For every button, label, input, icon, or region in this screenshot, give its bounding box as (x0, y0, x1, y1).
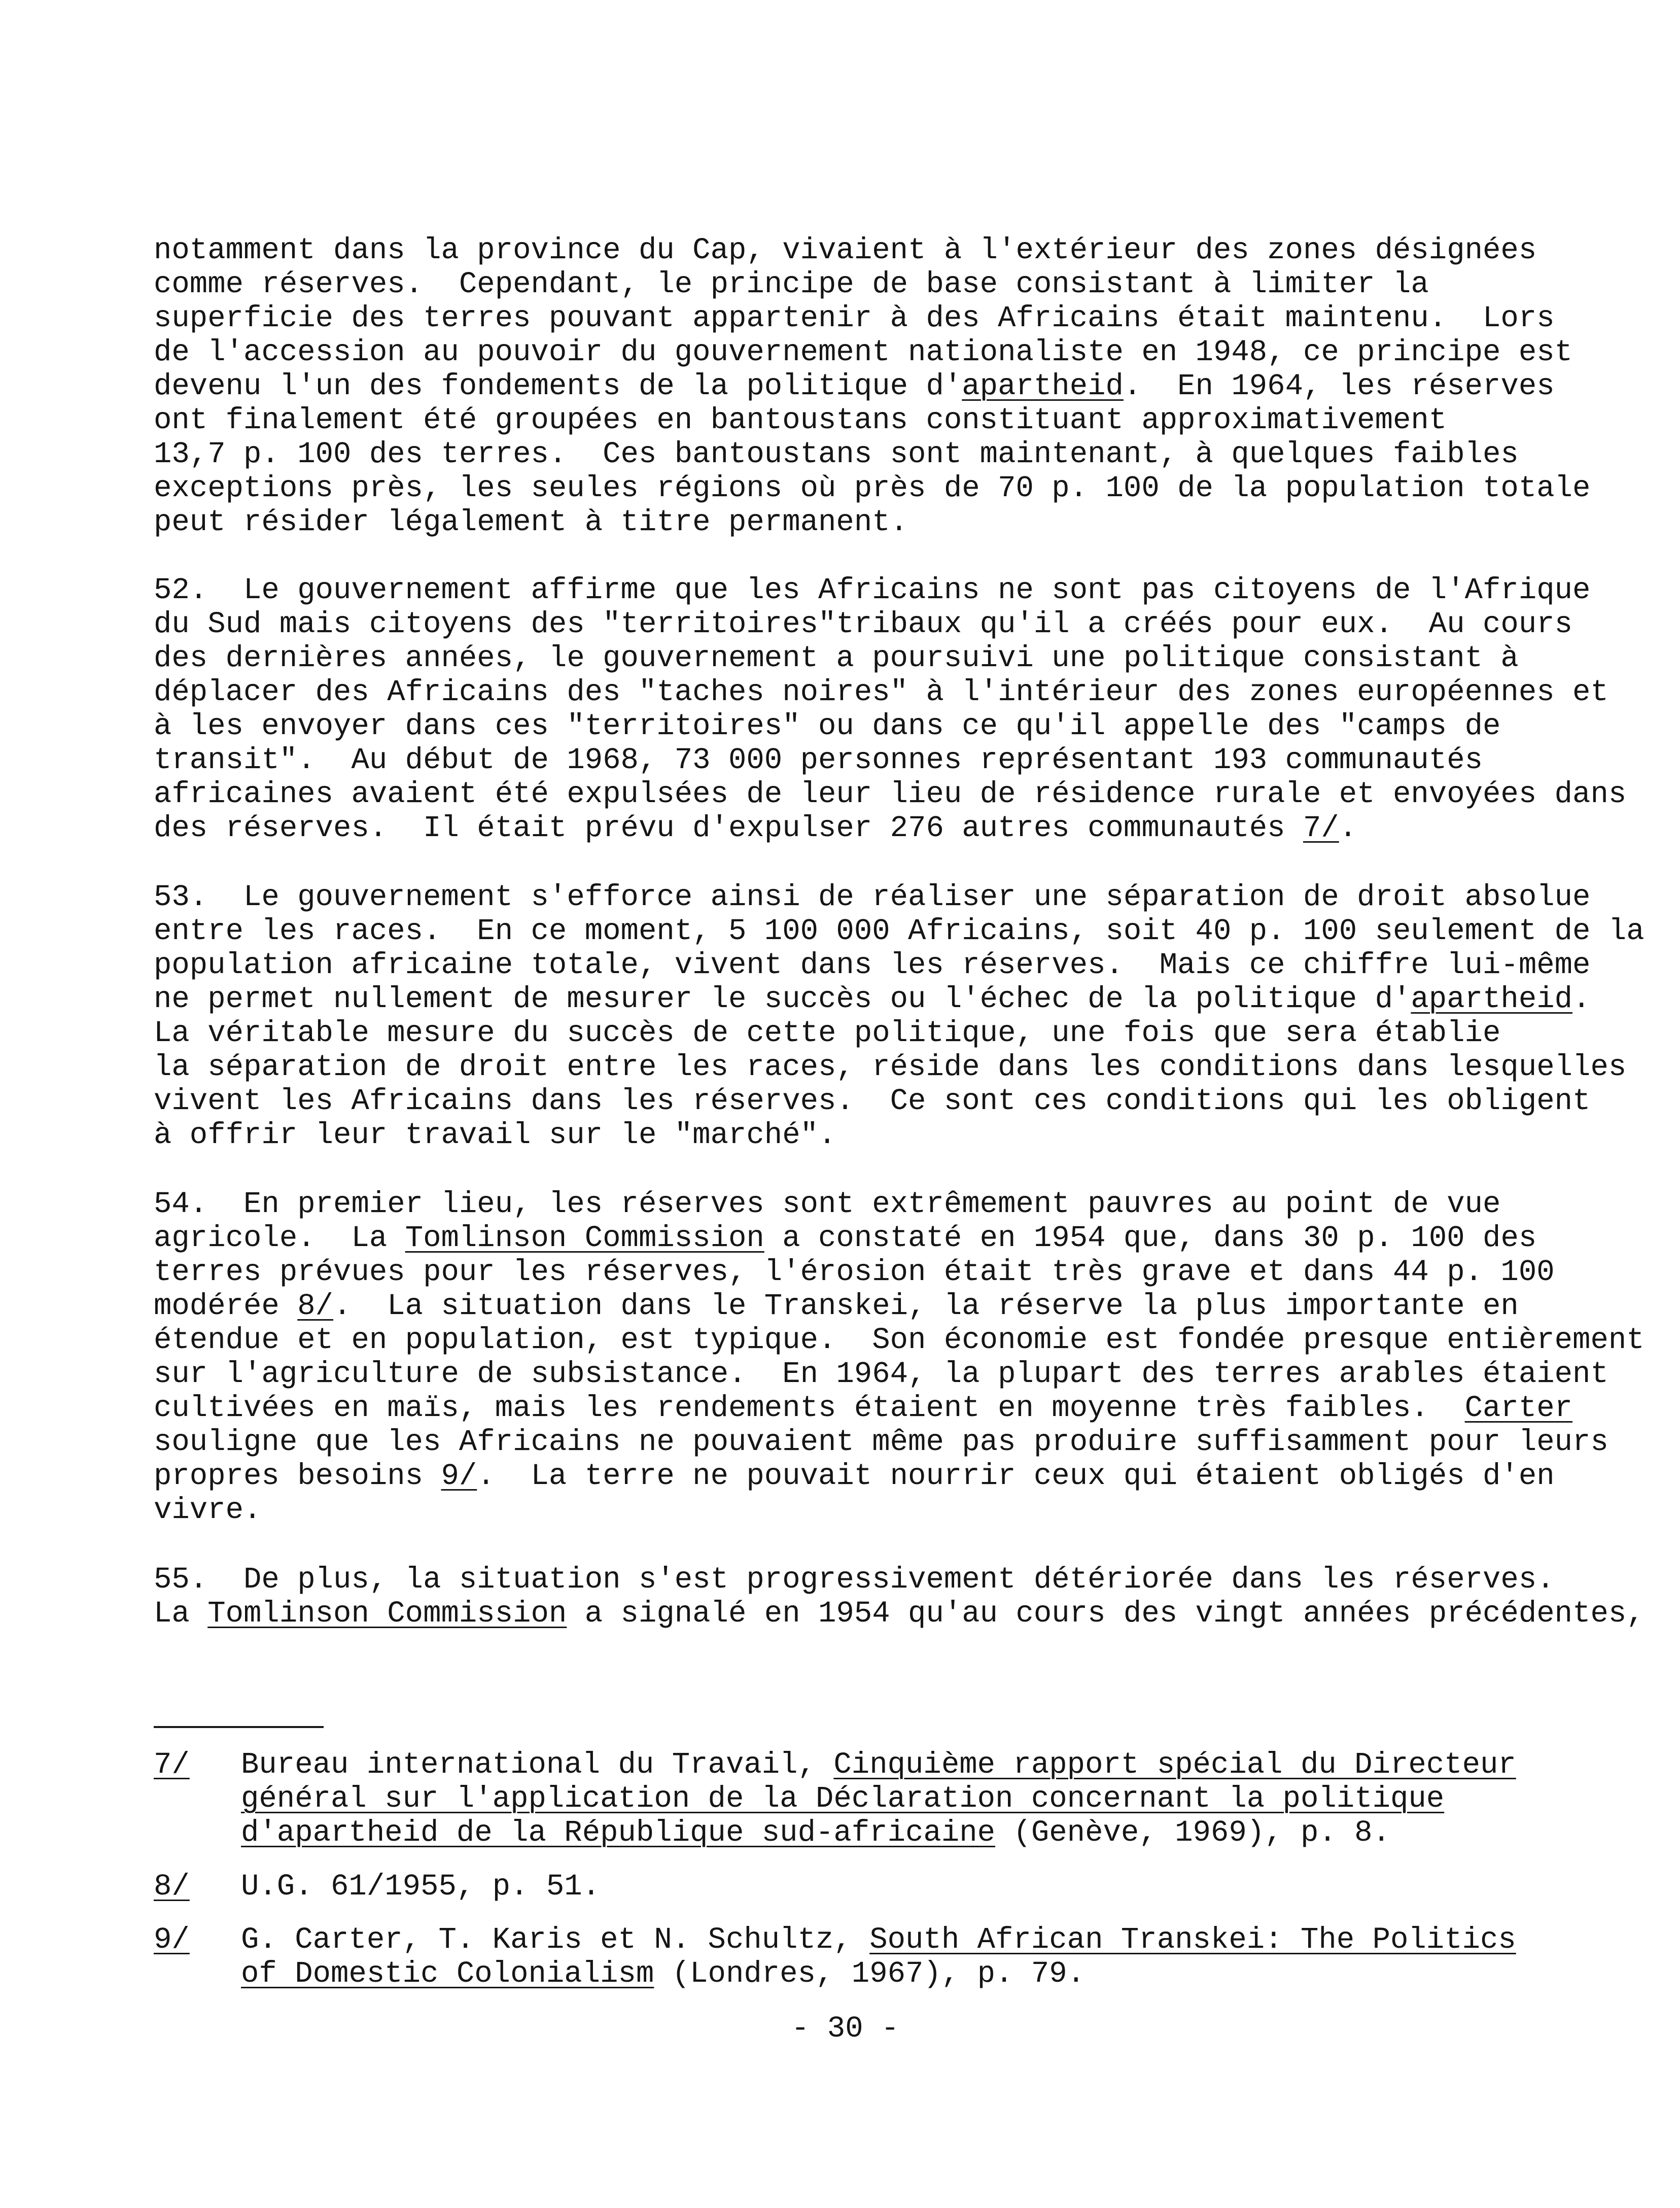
text-line: 54. En premier lieu, les réserves sont extrêmement pauvres au point de vue (154, 1187, 1501, 1221)
text-line: ont finalement été groupées en bantoustans constituant approximativement (154, 403, 1447, 437)
text-line: à offrir leur travail sur le "marché". (154, 1118, 836, 1152)
footnote-line: of Domestic Colonialism (Londres, 1967), p. 79. (241, 1957, 1086, 1991)
text-line: vivent les Africains dans les réserves. Ce sont ces conditions qui les obligent (154, 1084, 1591, 1118)
text-line: exceptions près, les seules régions où près de 70 p. 100 de la population totale (154, 471, 1591, 505)
footnote-line: Bureau international du Travail, Cinquième rapport spécial du Directeur (241, 1748, 1516, 1782)
text-line: propres besoins 9/. La terre ne pouvait nourrir ceux qui étaient obligés d'en (154, 1459, 1555, 1493)
underlined-term: Carter (1464, 1391, 1573, 1425)
cited-title: d'apartheid de la République sud-africaine (241, 1816, 996, 1850)
text-line: superficie des terres pouvant appartenir à des Africains était maintenu. Lors (154, 301, 1555, 335)
text-line: terres prévues pour les réserves, l'érosion était très grave et dans 44 p. 100 (154, 1255, 1555, 1289)
underlined-term: apartheid (962, 369, 1124, 403)
footnote-number: 7/ (154, 1748, 190, 1782)
text-line: des réserves. Il était prévu d'expulser 276 autres communautés 7/. (154, 811, 1357, 845)
footnote-number: 8/ (154, 1870, 190, 1904)
underlined-term: Tomlinson Commission (207, 1597, 567, 1631)
underlined-term: apartheid (1411, 982, 1573, 1016)
footnote-line: d'apartheid de la République sud-africaine (Genève, 1969), p. 8. (241, 1816, 1390, 1850)
footnote-line: U.G. 61/1955, p. 51. (241, 1870, 601, 1904)
page-number: - 30 - (791, 2012, 899, 2046)
text-line: notamment dans la province du Cap, vivaient à l'extérieur des zones désignées (154, 233, 1537, 267)
text-line: sur l'agriculture de subsistance. En 1964, la plupart des terres arables étaient (154, 1357, 1608, 1391)
text-line: La véritable mesure du succès de cette politique, une fois que sera établie (154, 1016, 1501, 1050)
footnote-ref-7[interactable]: 7/ (1303, 811, 1339, 845)
text-line: souligne que les Africains ne pouvaient même pas produire suffisamment pour leurs (154, 1425, 1608, 1459)
text-line: vivre. (154, 1493, 262, 1527)
text-line: de l'accession au pouvoir du gouvernement nationaliste en 1948, ce principe est (154, 335, 1573, 369)
text-line: des dernières années, le gouvernement a poursuivi une politique consistant à (154, 641, 1519, 675)
underlined-term: Tomlinson Commission (405, 1221, 764, 1255)
text-line: comme réserves. Cependant, le principe de base consistant à limiter la (154, 267, 1429, 301)
cited-title: of Domestic Colonialism (241, 1957, 654, 1991)
text-line: peut résider légalement à titre permanent. (154, 505, 908, 539)
text-line: entre les races. En ce moment, 5 100 000 Africains, soit 40 p. 100 seulement de la (154, 914, 1644, 948)
footnote-ref-9[interactable]: 9/ (441, 1459, 477, 1493)
text-line: agricole. La Tomlinson Commission a constaté en 1954 que, dans 30 p. 100 des (154, 1221, 1537, 1255)
text-line: 55. De plus, la situation s'est progressivement détériorée dans les réserves. (154, 1563, 1555, 1597)
text-line: à les envoyer dans ces "territoires" ou dans ce qu'il appelle des "camps de (154, 709, 1501, 743)
text-line: la séparation de droit entre les races, réside dans les conditions dans lesquelles (154, 1050, 1627, 1084)
text-line: ne permet nullement de mesurer le succès ou l'échec de la politique d'apartheid. (154, 982, 1591, 1016)
text-line: africaines avaient été expulsées de leur lieu de résidence rurale et envoyées dans (154, 777, 1627, 811)
text-line: population africaine totale, vivent dans les réserves. Mais ce chiffre lui-même (154, 948, 1591, 982)
text-line: transit". Au début de 1968, 73 000 personnes représentant 193 communautés (154, 743, 1483, 777)
footnote-number: 9/ (154, 1923, 190, 1957)
text-line: modérée 8/. La situation dans le Transkei, la réserve la plus importante en (154, 1289, 1519, 1323)
text-line: 13,7 p. 100 des terres. Ces bantoustans sont maintenant, à quelques faibles (154, 437, 1519, 471)
footnote-ref-8[interactable]: 8/ (297, 1289, 334, 1323)
footnote-line: G. Carter, T. Karis et N. Schultz, South African Transkei: The Politics (241, 1923, 1516, 1957)
text-line: cultivées en maïs, mais les rendements étaient en moyenne très faibles. Carter (154, 1391, 1573, 1425)
cited-title: Cinquième rapport spécial du Directeur (833, 1748, 1516, 1782)
text-line: étendue et en population, est typique. Son économie est fondée presque entièrement (154, 1323, 1644, 1357)
footnote-line (241, 1782, 1444, 1816)
cited-title: South African Transkei: The Politics (869, 1923, 1516, 1957)
text-line: 53. Le gouvernement s'efforce ainsi de réaliser une séparation de droit absolue (154, 880, 1591, 914)
text-line: déplacer des Africains des "taches noires" à l'intérieur des zones européennes et (154, 675, 1608, 709)
text-line: La Tomlinson Commission a signalé en 1954 qu'au cours des vingt années précédentes, (154, 1597, 1644, 1631)
text-line: du Sud mais citoyens des "territoires"tribaux qu'il a créés pour eux. Au cours (154, 607, 1573, 641)
text-line: devenu l'un des fondements de la politique d'apartheid. En 1964, les réserves (154, 369, 1555, 403)
cited-title: général sur l'application de la Déclaration concernant la politique (241, 1782, 1445, 1816)
footnote-separator (154, 1726, 324, 1728)
text-line: 52. Le gouvernement affirme que les Africains ne sont pas citoyens de l'Afrique (154, 573, 1591, 607)
